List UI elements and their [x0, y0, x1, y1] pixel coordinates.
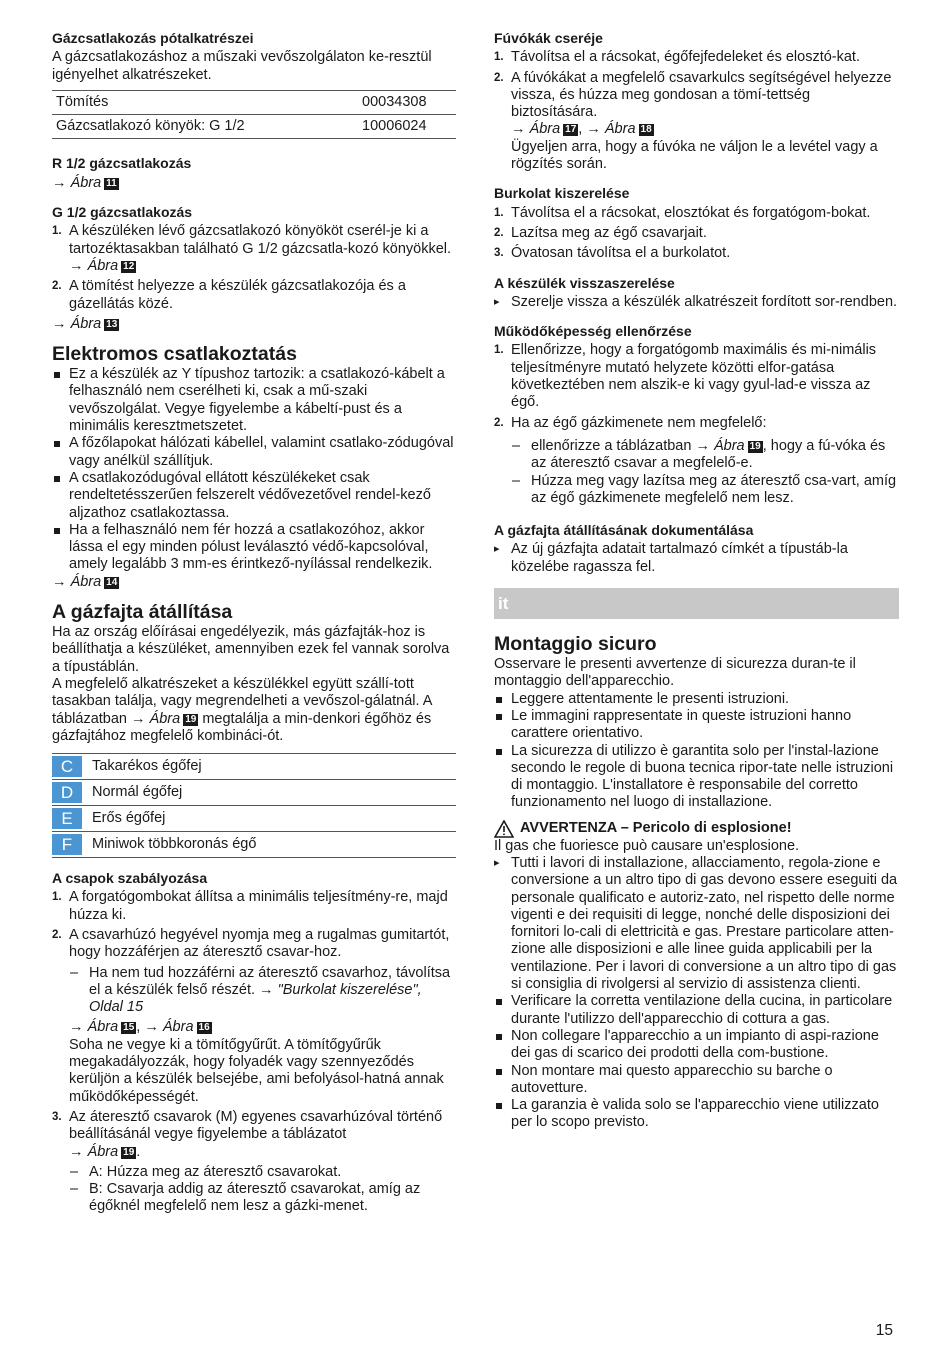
burner-name: Miniwok többkoronás égő — [92, 835, 257, 852]
table-row — [52, 780, 456, 806]
list-item: Le immagini rappresentate in queste istruzioni hanno carattere orientativo. — [494, 708, 899, 743]
list-item: 2. Ha az égő gázkimenete nem megfelelő: – ellenőrizze a táblázatban → Ábra 19 , hogy a fú-vóka és az áteresztő csavar a megfelelő-e. – Húzza meg vagy lazítsa meg az áteresztő csa-vart, amíg az égő gázkimenete megfelelő nem lesz. — [494, 415, 899, 507]
table-row — [52, 806, 456, 832]
list-item: – B: Csavarja addig az áteresztő csavarokat, amíg az égőknél megfelelő nem lesz a gázki-menet. — [69, 1181, 456, 1216]
table-row — [52, 115, 456, 139]
it-title: Montaggio sicuro — [494, 633, 657, 656]
warning-text: Il gas che fuoriesce può causare un'esplosione. — [494, 837, 800, 854]
figure-badge: 18 — [640, 124, 652, 136]
warning-icon — [494, 820, 514, 838]
list-item: – ellenőrizze a táblázatban → Ábra 19 , hogy a fú-vóka és az áteresztő csavar a megfelelő-e. — [511, 438, 899, 473]
doc-title: A gázfajta átállításának dokumentálása — [494, 522, 754, 539]
nozzle-title: Fúvókák cseréje — [494, 30, 603, 46]
parts-intro: A gázcsatlakozáshoz a műszaki vevőszolgálaton ke-resztül igényelhet alkatrészeket. — [52, 49, 432, 83]
left-column — [52, 30, 456, 1219]
burner-name: Normál égőfej — [92, 783, 183, 800]
check-steps — [494, 342, 899, 507]
burner-letter: E — [52, 808, 82, 829]
figure-badge: 15 — [123, 1022, 135, 1034]
list-item: 3. Az áteresztő csavarok (M) egyenes csavarhúzóval történő beállításánál vegye figyelembe a táblázatot → Ábra 19 . – A: Húzza meg az áteresztő csavarokat. – B: Csavarja addig az áteresztő csavarokat, amíg az égőknél megfelelő nem lesz a gázki-menet. — [52, 1109, 456, 1216]
list-item: 2. Lazítsa meg az égő csavarjait. — [494, 224, 707, 241]
nozzle-steps — [494, 49, 899, 173]
taps-note: Soha ne vegye ki a tömítőgyűrűt. A tömítőgyűrűk megakadályozzák, hogy folyadék vagy szennyeződés kerüljön a készülék belsejébe, ami befolyásol-hatná annak működőképességét. — [69, 1036, 444, 1105]
figure-badge: 13 — [106, 318, 118, 330]
figure-badge: 11 — [106, 177, 117, 189]
figure-badge: 14 — [106, 576, 118, 588]
list-item: 2. A fúvókákat a megfelelő csavarkulcs segítségével helyezze vissza, és húzza meg gondosan a tömí-tettség biztosítására. → Ábra 17 , → Ábra 18 Ügyeljen arra, hogy a fúvóka ne váljon le a levétel vagy a rögzítés során. — [494, 69, 892, 173]
list-item: 1. Ellenőrizze, hogy a forgatógomb maximális és mi-nimális teljesítményre mutató helyzete közötti elfor-gatása következtében nem alszik-e ki vagy gyul-lad-e vissza az égő. — [494, 342, 877, 411]
list-item: Leggere attentamente le presenti istruzioni. — [494, 691, 899, 708]
burner-name: Erős égőfej — [92, 809, 166, 826]
list-item: 1. A készüléken lévő gázcsatlakozó könyököt cserél-je ki a tartozéktasakban található G 1/2 gázcsatla-kozó könyökkel. → Ábra 12 — [52, 223, 452, 274]
r12-ref: → Ábra 11 — [52, 174, 117, 191]
g12-steps — [52, 223, 456, 312]
it-intro: Osservare le presenti avvertenze di sicurezza duran-te il montaggio dell'apparecchio. — [494, 656, 856, 690]
elec-list — [52, 366, 456, 574]
list-item: 2. A tömítést helyezze a készülék gázcsatlakozója és a gázellátás közé. — [52, 278, 406, 312]
burner-table — [52, 753, 456, 858]
taps-title: A csapok szabályozása — [52, 870, 208, 887]
list-item: La sicurezza di utilizzo è garantita solo per l'instal-lazione secondo le regole di buona tecnica ripor-tate nelle istruzioni di montaggio. L'installatore è responsabile del corretto funzionamento nel luogo di installazione. — [494, 743, 899, 812]
list-item: 1. A forgatógombokat állítsa a minimális teljesítmény-re, majd húzza ki. — [52, 889, 448, 923]
g12-ref: → Ábra 13 — [52, 315, 118, 332]
list-item: Verificare la corretta ventilazione della cucina, in particolare durante l'utilizzo dell'apparecchio di cottura a gas. — [494, 993, 899, 1028]
list-item: Ez a készülék az Y típushoz tartozik: a csatlakozó-kábelt a felhasználó nem cserélheti ki, csak a mű-szaki vevőszolgálat. Vegye figyelembe a kábeltí-pust és a minimális keresztmetszetet. — [52, 366, 456, 435]
g12-title: G 1/2 gázcsatlakozás — [52, 204, 193, 221]
language-bar: it — [494, 588, 899, 619]
list-item: A csatlakozódugóval ellátott készülékeket csak rendeltetésszerűen felszerelt védővezetővel rendel-kező aljzathoz csatlakoztassa. — [52, 470, 456, 522]
gas-title: A gázfajta átállítása — [52, 601, 233, 624]
list-item: ▸ Az új gázfajta adatait tartalmazó címkét a típustáb-la közelébe ragassza fel. — [494, 541, 899, 576]
part-code: 00034308 — [362, 90, 456, 114]
part-name: Gázcsatlakozó könyök: G 1/2 — [52, 115, 362, 139]
part-code: 10006024 — [362, 115, 456, 139]
list-item: Ha a felhasználó nem fér hozzá a csatlakozóhoz, akkor lássa el egy minden pólust leválasztó védő-kapcsolóval, amely legalább 3 mm-es érintkező-nyílással rendelkezik. — [52, 522, 456, 574]
check-title: Működőképesség ellenőrzése — [494, 323, 692, 340]
figure-badge: 12 — [123, 260, 135, 272]
reassemble-title: A készülék visszaszerelése — [494, 274, 675, 291]
gas-p1: Ha az ország előírásai engedélyezik, más gázfajták-hoz is beállíthatja a készüléket, amennyiben ezek fel vannak sorolva a típustáblán. — [52, 624, 450, 675]
taps-steps — [52, 889, 456, 1215]
list-item: Non collegare l'apparecchio a un impianto di aspi-razione dei gas di scarico dei prodotti della com-bustione. — [494, 1028, 899, 1063]
page-number: 15 — [875, 1322, 893, 1339]
list-item: 2. A csavarhúzó hegyével nyomja meg a rugalmas gumitartót, hogy hozzáférjen az áteresztő csavar-hoz. – Ha nem tud hozzáférni az áteresztő csavarhoz, távolítsa el a készülék felső részét. → "Burkolat kiszerelése", Oldal 15 → Ábra 15 , → Ábra 16 Soha ne vegye ki a tömítőgyűrűt. A tömítőgyűrűk megakadályozzák, hogy folyadék vagy szennyeződés kerüljön a készülék belsejébe, ami befolyásol-hatná annak működőképességét. — [52, 927, 456, 1106]
list-item: – Húzza meg vagy lazítsa meg az áteresztő csa-vart, amíg az égő gázkimenete megfelelő nem lesz. — [511, 473, 899, 508]
right-column — [494, 30, 899, 1132]
list-item: 1. Távolítsa el a rácsokat, elosztókat és forgatógom-bokat. — [494, 204, 871, 221]
elec-title: Elektromos csatlakoztatás — [52, 343, 297, 366]
gas-p2: A megfelelő alkatrészeket a készülékkel együtt szállí-tott tasakban találja, vagy megrendelheti a vevőszol-gálatnál. A táblázatban → Ábra 19 megtalálja a min-denkori égőhöz és gázfajtához megfelelő kombináci-ót. — [52, 675, 432, 744]
list-item: Non montare mai questo apparecchio su barche o autovetture. — [494, 1063, 899, 1098]
table-row — [52, 832, 456, 858]
warning-heading: AVVERTENZA – Pericolo di esplosione! — [494, 820, 899, 838]
figure-badge: 17 — [565, 124, 577, 136]
list-item: 1. Távolítsa el a rácsokat, égőfejfedeleket és elosztó-kat. — [494, 49, 860, 66]
figure-badge: 19 — [185, 713, 197, 725]
parts-table — [52, 90, 456, 140]
list-item: A főzőlapokat hálózati kábellel, valamint csatlako-zódugóval vagy anélkül szállítjuk. — [52, 435, 456, 470]
parts-title: Gázcsatlakozás pótalkatrészei — [52, 30, 254, 46]
part-name: Tömítés — [52, 90, 362, 114]
list-item: 3. Óvatosan távolítsa el a burkolatot. — [494, 245, 731, 262]
table-row — [52, 754, 456, 780]
figure-badge: 19 — [123, 1146, 135, 1158]
burner-name: Takarékos égőfej — [92, 757, 202, 774]
cover-steps — [494, 205, 899, 263]
list-item: – A: Húzza meg az áteresztő csavarokat. — [69, 1164, 456, 1181]
list-item: – Ha nem tud hozzáférni az áteresztő csavarhoz, távolítsa el a készülék felső részét. → "Burkolat kiszerelése", Oldal 15 — [69, 965, 456, 1017]
burner-letter: F — [52, 834, 82, 855]
list-item: ▸ Tutti i lavori di installazione, allacciamento, regola-zione e conversione a un altro tipo di gas devono essere eseguiti da personale qualificato e autoriz-zato, nel rispetto delle norme vigenti e dei requisiti di legge, nonché delle disposizioni dei fornitori lo-cali di elettricità e gas. Prestare particolare atten-zione alle disposizioni e alle linee guida applicabili per la ventilazione. Per i lavori di conversione a un altro tipo di gas si consiglia di rivolgersi al servizio di assistenza clienti. — [494, 855, 899, 993]
table-row — [52, 90, 456, 114]
elec-ref: → Ábra 14 — [52, 573, 118, 590]
list-item: ▸ Szerelje vissza a készülék alkatrészeit fordított sor-rendben. — [494, 294, 899, 311]
cover-title: Burkolat kiszerelése — [494, 185, 630, 202]
list-item: La garanzia è valida solo se l'apparecchio viene utilizzato per lo scopo previsto. — [494, 1097, 899, 1132]
burner-letter: D — [52, 782, 82, 803]
figure-badge: 19 — [749, 440, 761, 452]
burner-letter: C — [52, 756, 82, 777]
r12-title: R 1/2 gázcsatlakozás — [52, 155, 192, 172]
figure-badge: 16 — [198, 1022, 210, 1034]
